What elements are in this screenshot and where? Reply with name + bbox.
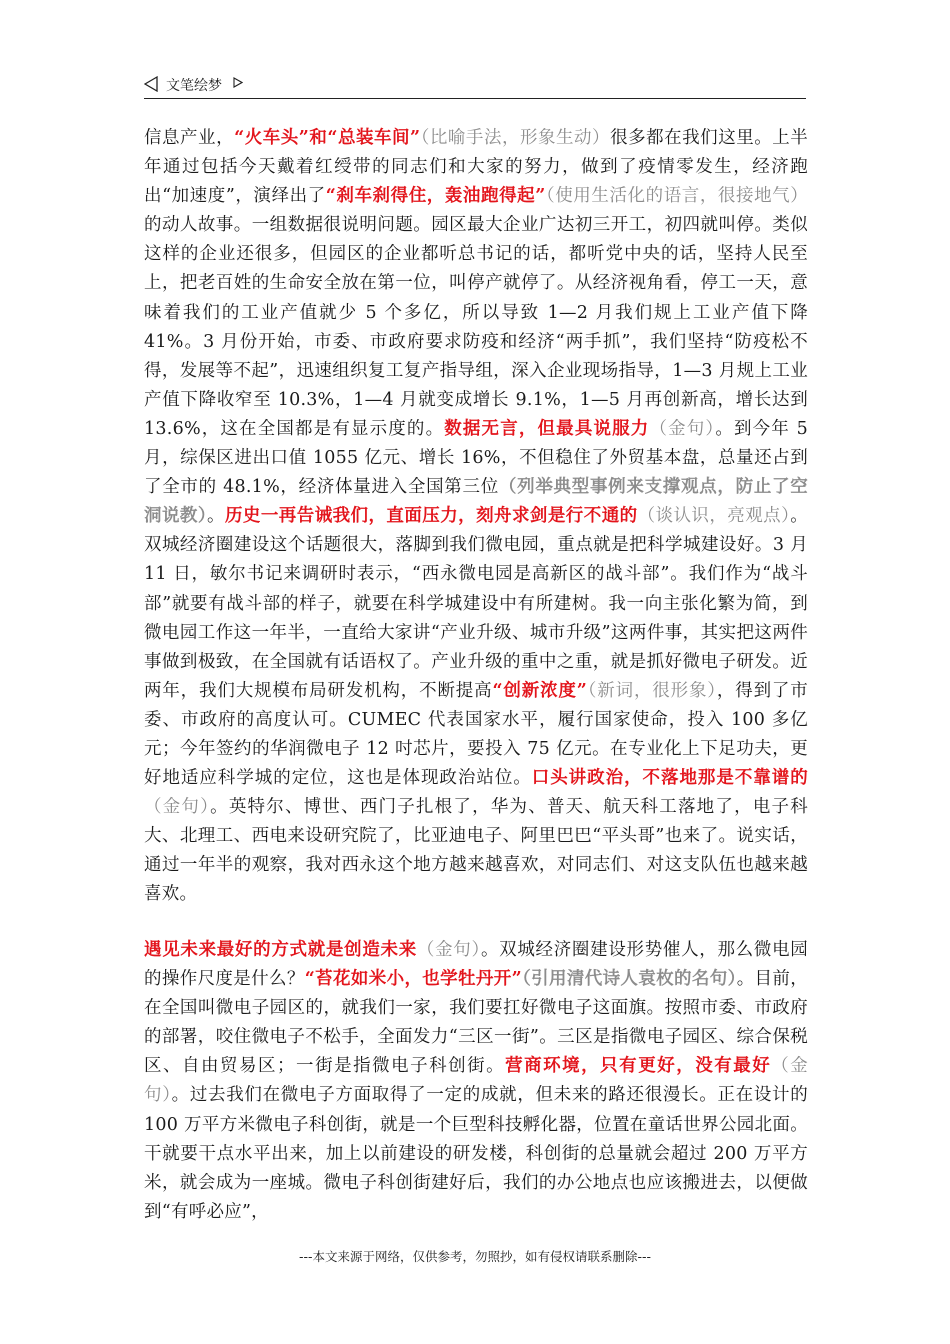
body-text: 很多都在我们这里。上半年通过包括今天戴着红绶带的同志们和大家的努力，做到了疫情零发生，经济跑出“加速度”，演绎出了 bbox=[144, 128, 809, 207]
annotation-note: （列举典型事例来支撑观点，防止了空洞说教） bbox=[144, 477, 809, 527]
highlight-phrase: “刹车刹得住，轰油跑得起” bbox=[325, 186, 546, 207]
body-text: 。到今年 5 月，综保区进出口值 1055 亿元、增长 16%，不但稳住了外贸基本盘，总量还占到了全市的 48.1%，经济体量进入全国第三位 bbox=[144, 418, 809, 498]
body-text: 信息产业， bbox=[144, 128, 235, 148]
body-text: 。目前，在全国叫微电子园区的，就我们一家，我们要扛好微电子这面旗。按照市委、市政府的部署，咬住微电子不松手，全面发力“三区一街”。三区是指微电子园区、综合保税区、自由贸易区；一街是指微电子科创街。 bbox=[144, 969, 809, 1077]
annotation-note: （金句） bbox=[144, 1056, 809, 1106]
brand-label: 文笔绘梦 bbox=[166, 78, 222, 94]
body-text: ，得到了市委、市政府的高度认可。CUMEC 代表国家水平，履行国家使命，投入 100 多亿元；今年签约的华润微电子 12 吋芯片，要投入 75 亿元。在专业化上下足功夫，更好地适应科学城的定位，这也是体现政治站位。 bbox=[144, 680, 809, 789]
body-text: 。过去我们在微电子方面取得了一定的成就，但未来的路还很漫长。正在设计的 100 万平方米微电子科创街，就是一个巨型科技孵化器，位置在童话世界公园北面。干就要干点水平出来，加上以前建设的研发楼，科创街的总量就会超过 200 万平方米，就会成为一座城。微电子科创街建好后，我们的办公地点也应该搬进去，以便做到“有呼必应”， bbox=[144, 1085, 808, 1222]
highlight-phrase: 历史一再告诫我们，直面压力，刻舟求剑是行不通的 bbox=[224, 506, 638, 527]
annotation-note: （金句） bbox=[649, 418, 716, 439]
article-paragraph-1 bbox=[144, 124, 808, 910]
annotation-note: （引用清代诗人袁枚的名句） bbox=[521, 969, 737, 990]
annotation-note: （金句） bbox=[416, 940, 481, 960]
body-text: 的动人故事。一组数据很说明问题。园区最大企业广达初三开工，初四就叫停。类似这样的企业还很多，但园区的企业都听总书记的话，都听党中央的话，坚持人民至上，把老百姓的生命安全放在第一位，叫停产就停了。从经济视角看，停工一天，意味着我们的工业产值就少 5 个多亿，所以导致 1—2 月我们规上工业产值下降 41%。3 月份开始，市委、市政府要求防疫和经济“两手抓”，我们坚持“防疫松不得，发展等不起”，迅速组织复工复产指导组，深入企业现场指导，1—3 月规上工业产值下降收窄至 10.3%，1—4 月就变成增长 9.1%，1—5 月再创新高，增长达到 13.6%，这在全国都是有显示度的。 bbox=[144, 215, 808, 439]
body-text: 。 bbox=[207, 506, 225, 527]
highlight-phrase: “创新浓度” bbox=[492, 680, 588, 701]
highlight-phrase: 口头讲政治，不落地那是不靠谱的 bbox=[531, 768, 808, 789]
body-text: 。英特尔、博世、西门子扎根了，华为、普天、航天科工落地了，电子科大、北理工、西电来设研究院了，比亚迪电子、阿里巴巴“平头哥”也来了。说实话，通过一年半的观察，我对西永这个地方越来越喜欢，对同志们、对这支队伍也越来越喜欢。 bbox=[144, 797, 808, 905]
annotation-note: （新词，很形象） bbox=[587, 680, 717, 701]
annotation-note: （金句） bbox=[144, 797, 211, 818]
triangle-left-icon bbox=[144, 76, 158, 92]
page-header bbox=[144, 72, 806, 99]
body-text: 。双城经济圈建设形势催人，那么微电园的操作尺度是什么？ bbox=[144, 940, 809, 990]
highlight-phrase: “火车头”和“总装车间” bbox=[234, 128, 421, 148]
highlight-phrase: 数据无言，但最具说服力 bbox=[444, 418, 650, 439]
highlight-phrase: 遇见未来最好的方式就是创造未来 bbox=[144, 940, 417, 960]
body-text: 。双城经济圈建设这个话题很大，落脚到我们微电园，重点就是把科学城建设好。3 月 11 日，敏尔书记来调研时表示，“西永微电园是高新区的战斗部”。我们作为“战斗部”就要有战斗部的样子，就要在科学城建设中有所建树。我一向主张化繁为简，到微电园工作这一年半，一直给大家讲“产业升级、城市升级”这两件事，其实把这两件事做到极致，在全国就有话语权了。产业升级的重中之重，就是抓好微电子研发。近两年，我们大规模布局研发机构，不断提高 bbox=[144, 506, 809, 701]
annotation-note: （比喻手法，形象生动） bbox=[420, 128, 611, 148]
article-paragraph-2 bbox=[144, 936, 808, 1227]
highlight-phrase: “苔花如米小，也学牡丹开” bbox=[304, 969, 522, 990]
annotation-note: （使用生活化的语言，很接地气） bbox=[545, 186, 808, 207]
highlight-phrase: 营商环境，只有更好，没有最好 bbox=[505, 1056, 772, 1077]
triangle-right-icon bbox=[233, 77, 243, 88]
footer-disclaimer: ---本文来源于网络，仅供参考，勿照抄，如有侵权请联系删除--- bbox=[298, 1249, 652, 1264]
annotation-note: （谈认识，亮观点） bbox=[637, 506, 791, 527]
